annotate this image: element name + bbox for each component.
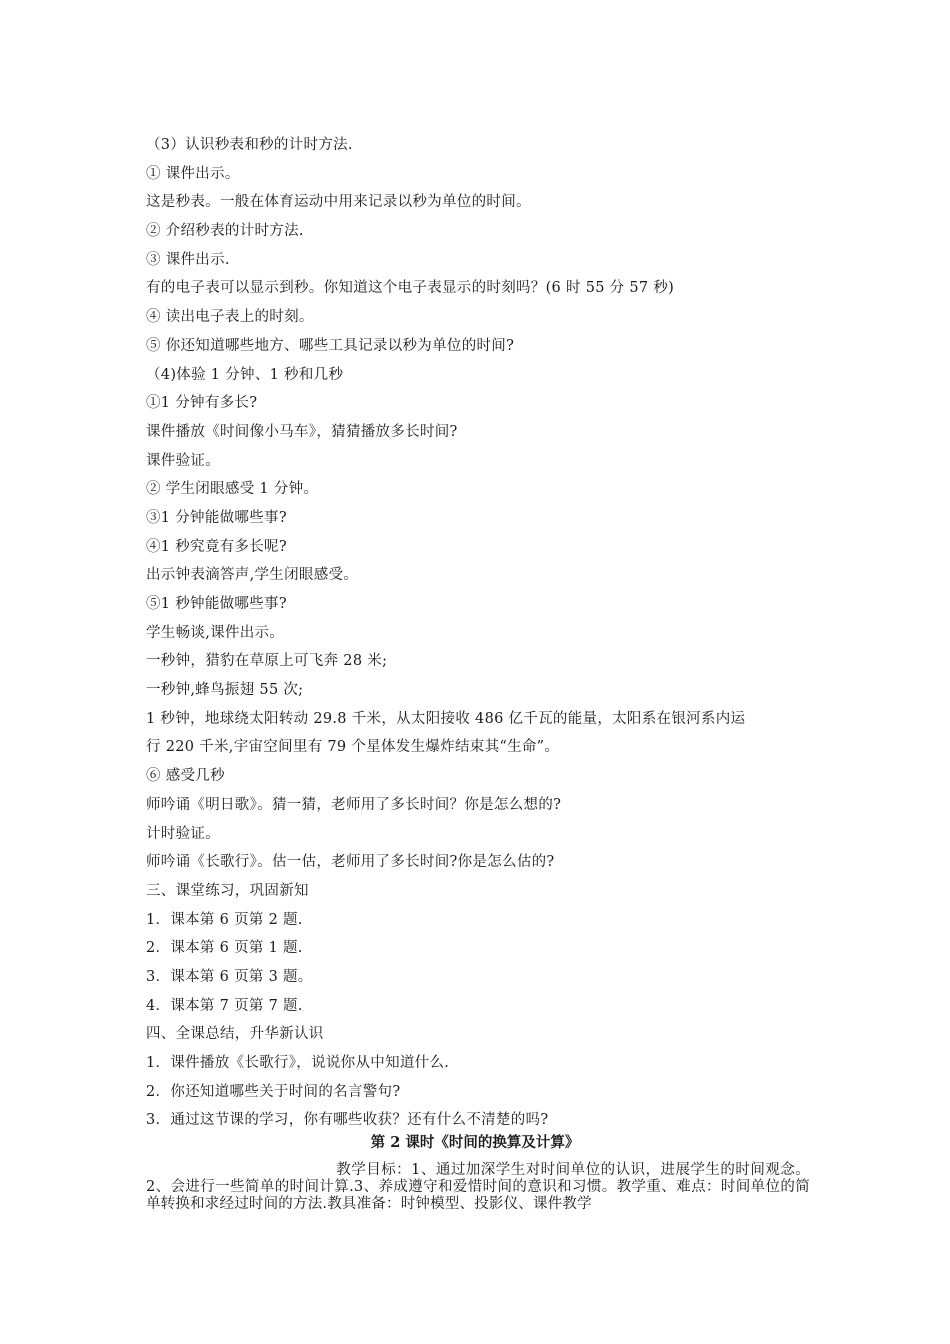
text-line: 四、全课总结，升华新认识 bbox=[146, 1026, 324, 1043]
text-line: ①1 分钟有多长? bbox=[146, 395, 258, 412]
text-line: 课件验证。 bbox=[146, 452, 220, 469]
text-line: ② 学生闭眼感受 1 分钟。 bbox=[146, 481, 319, 498]
text-line: 1．课件播放《长歌行》，说说你从中知道什么. bbox=[146, 1055, 450, 1071]
objectives-paragraph bbox=[146, 1162, 810, 1213]
text-line: 计时验证。 bbox=[146, 825, 220, 842]
text-line: ② 介绍秒表的计时方法. bbox=[146, 223, 304, 240]
text-line: 1．课本第 6 页第 2 题. bbox=[146, 911, 303, 928]
text-line: ① 课件出示。 bbox=[146, 165, 240, 182]
text-line: 行 220 千米,宇宙空间里有 79 个星体发生爆炸结束其“生命”。 bbox=[146, 739, 560, 756]
text-line: 一秒钟,蜂鸟振翅 55 次; bbox=[146, 682, 304, 699]
text-line: 师吟诵《长歌行》。估一估，老师用了多长时间?你是怎么估的? bbox=[146, 854, 555, 871]
text-line: ④1 秒究竟有多长呢? bbox=[146, 538, 287, 555]
text-line: ⑥ 感受几秒 bbox=[146, 768, 225, 785]
text-line: ⑤1 秒钟能做哪些事? bbox=[146, 596, 287, 612]
text-line: 三、课堂练习，巩固新知 bbox=[146, 882, 309, 899]
section-title: 第 2 课时《时间的换算及计算》 bbox=[370, 1134, 580, 1151]
text-line: 课件播放《时间像小马车》，猜猜播放多长时间? bbox=[146, 423, 458, 440]
text-line: ③1 分钟能做哪些事? bbox=[146, 509, 287, 526]
text-line: ④ 读出电子表上的时刻。 bbox=[146, 309, 314, 326]
text-line: 2．你还知道哪些关于时间的名言警句? bbox=[146, 1083, 401, 1100]
objectives-text: 教学目标：1、通过加深学生对时间单位的认识，进展学生的时间观念。2、会进行一些简单的时间计算.3、养成遵守和爱惜时间的意识和习惯。教学重、难点：时间单位的简单转换和求经过时间的方法.教具准备：时钟模型、投影仪、课件教学 bbox=[146, 1162, 810, 1212]
text-line: 这是秒表。一般在体育运动中用来记录以秒为单位的时间。 bbox=[146, 194, 531, 211]
text-line: 学生畅谈,课件出示。 bbox=[146, 624, 285, 641]
text-line: 4．课本第 7 页第 7 题. bbox=[146, 997, 303, 1014]
text-line: 出示钟表滴答声,学生闭眼感受。 bbox=[146, 567, 359, 584]
text-line: ③ 课件出示. bbox=[146, 251, 230, 268]
text-line: 一秒钟，猎豹在草原上可飞奔 28 米; bbox=[146, 653, 388, 670]
text-line: ⑤ 你还知道哪些地方、哪些工具记录以秒为单位的时间? bbox=[146, 337, 515, 354]
lesson-body bbox=[146, 131, 826, 1135]
text-line: 3．通过这节课的学习，你有哪些收获？还有什么不清楚的吗? bbox=[146, 1112, 549, 1129]
text-line: 1 秒钟，地球绕太阳转动 29.8 千米，从太阳接收 486 亿千瓦的能量，太阳系在银河系内运 bbox=[146, 710, 746, 727]
text-line: （3）认识秒表和秒的计时方法. bbox=[146, 137, 353, 153]
text-line: （4)体验 1 分钟、1 秒和几秒 bbox=[146, 366, 344, 383]
text-line: 2．课本第 6 页第 1 题. bbox=[146, 940, 303, 957]
text-line: 3．课本第 6 页第 3 题。 bbox=[146, 968, 313, 985]
text-line: 师吟诵《明日歌》。猜一猜，老师用了多长时间？你是怎么想的? bbox=[146, 796, 562, 813]
text-line: 有的电子表可以显示到秒。你知道这个电子表显示的时刻吗？(6 时 55 分 57 秒) bbox=[146, 280, 675, 297]
